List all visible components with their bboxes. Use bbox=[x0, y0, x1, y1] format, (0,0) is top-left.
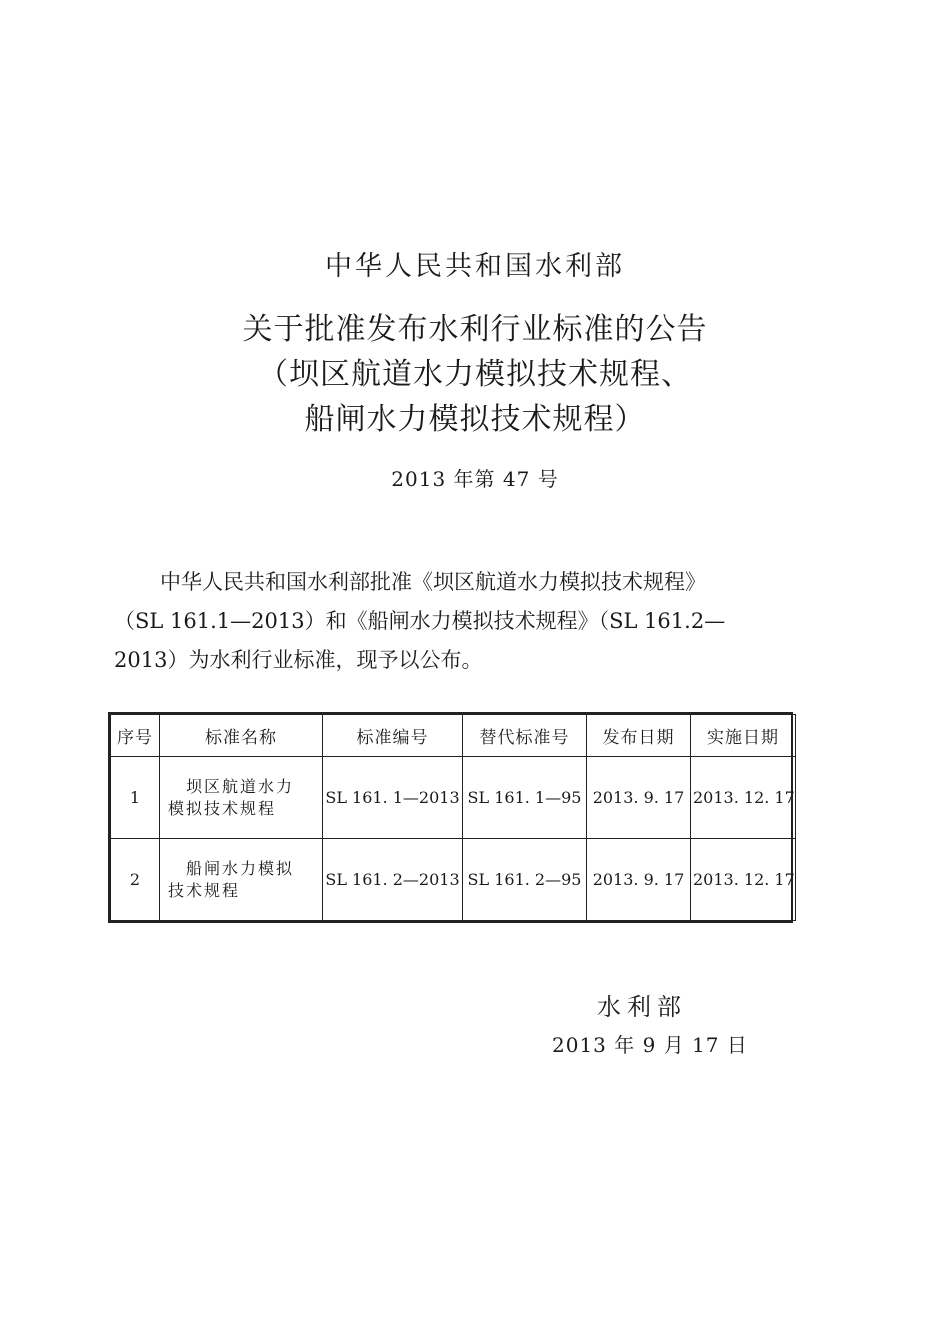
header-cell: 替代标准号 bbox=[463, 715, 587, 757]
standard-name-line: 船闸水力模拟 bbox=[186, 858, 295, 878]
title-line: （坝区航道水力模拟技术规程、 bbox=[258, 357, 692, 392]
title-line: 船闸水力模拟技术规程） bbox=[304, 402, 646, 437]
issue-date: 2013. 9. 17 bbox=[587, 757, 691, 839]
standard-name bbox=[160, 757, 323, 839]
row-number: 1 bbox=[111, 757, 160, 839]
body-line: 2013）为水利行业标准，现予以公布。 bbox=[114, 648, 483, 672]
row-number: 2 bbox=[111, 839, 160, 921]
standard-code: SL 161. 1—2013 bbox=[323, 757, 463, 839]
header-cell: 发布日期 bbox=[587, 715, 691, 757]
title-line: 关于批准发布水利行业标准的公告 bbox=[242, 312, 708, 347]
body-line: （SL 161.1—2013）和《船闸水力模拟技术规程》（SL 161.2— bbox=[114, 609, 726, 633]
issue-date: 2013. 9. 17 bbox=[587, 839, 691, 921]
standards-table bbox=[108, 712, 793, 923]
header-cell: 标准编号 bbox=[323, 715, 463, 757]
body-paragraph bbox=[114, 563, 804, 680]
body-line: 中华人民共和国水利部批准《坝区航道水力模拟技术规程》 bbox=[160, 570, 706, 594]
standard-name-line: 模拟技术规程 bbox=[168, 798, 277, 818]
signature-date: 2013 年 9 月 17 日 bbox=[552, 1033, 748, 1057]
signature-ministry: 水利部 bbox=[597, 993, 687, 1021]
effective-date: 2013. 12. 17 bbox=[691, 757, 796, 839]
replaced-code: SL 161. 1—95 bbox=[463, 757, 587, 839]
replaced-code: SL 161. 2—95 bbox=[463, 839, 587, 921]
table-row bbox=[111, 839, 796, 921]
standard-name bbox=[160, 839, 323, 921]
header-cell: 标准名称 bbox=[160, 715, 323, 757]
announcement-title bbox=[0, 307, 950, 442]
standard-name-line: 坝区航道水力 bbox=[186, 776, 295, 796]
header-cell: 实施日期 bbox=[691, 715, 796, 757]
issuer-heading: 中华人民共和国水利部 bbox=[325, 251, 625, 282]
document-number: 2013 年第 47 号 bbox=[391, 467, 559, 491]
table-header-row bbox=[111, 715, 796, 757]
table-row bbox=[111, 757, 796, 839]
effective-date: 2013. 12. 17 bbox=[691, 839, 796, 921]
header-cell: 序号 bbox=[111, 715, 160, 757]
standard-code: SL 161. 2—2013 bbox=[323, 839, 463, 921]
standard-name-line: 技术规程 bbox=[168, 880, 241, 900]
